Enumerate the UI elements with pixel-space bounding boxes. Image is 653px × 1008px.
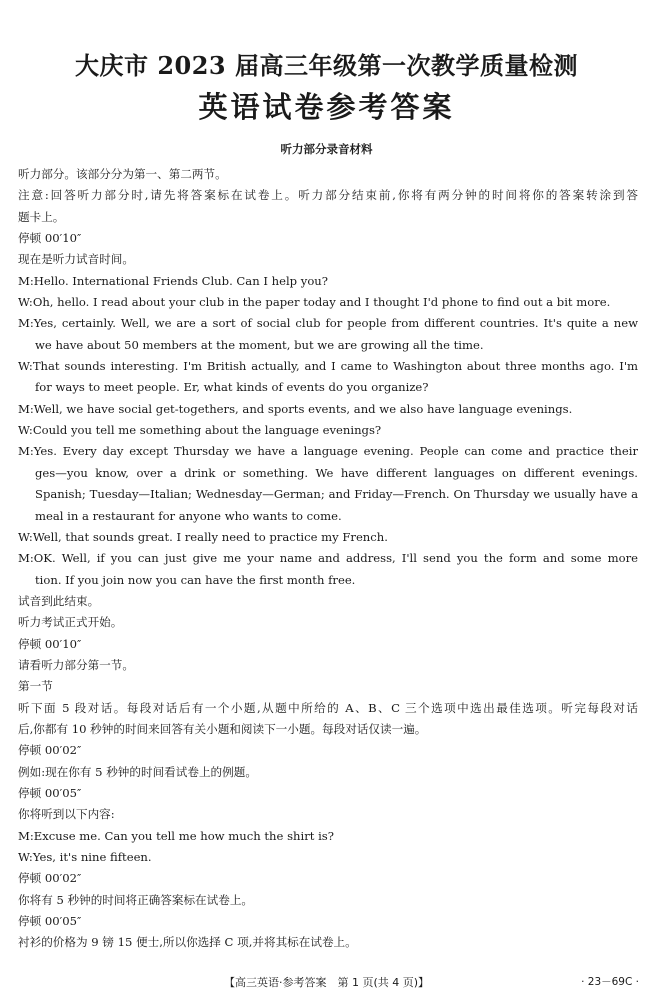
dialogue-line: M:Excuse me. Can you tell me how much the shirt is?	[18, 828, 334, 843]
text-line: 你将有 5 秒钟的时间将正确答案标在试卷上。	[18, 892, 254, 907]
dialogue-line: W:Yes, it's nine fifteen.	[18, 850, 152, 864]
section-label: 第一节	[18, 679, 53, 694]
section-heading: 听力部分录音材料	[280, 142, 373, 156]
text-line: 题卡上。	[18, 209, 65, 224]
text-line: 现在是听力试音时间。	[18, 252, 134, 267]
text-line: 你将听到以下内容:	[18, 807, 115, 822]
text-line: 例如:现在你有 5 秒钟的时间看试卷上的例题。	[18, 764, 257, 779]
dialogue-continuation: tion. If you join now you can have the first month free.	[35, 572, 356, 587]
dialogue-continuation: Spanish; Tuesday—Italian; Wednesday—German; and Friday—French. On Thursday we usually have a	[35, 487, 638, 502]
dialogue-continuation: we have about 50 members at the moment, but we are growing all the time.	[35, 337, 484, 352]
dialogue-line: W:Well, that sounds great. I really need to practice my French.	[18, 529, 388, 544]
document-code: · 23－69C ·	[581, 976, 639, 988]
document-title: 大庆市 2023 届高三年级第一次教学质量检测	[74, 51, 578, 80]
dialogue-continuation: ges—you know, over a drink or something. We have different languages on different evenings.	[35, 465, 638, 480]
text-line: 试音到此结束。	[18, 593, 100, 608]
dialogue-line: M:OK. Well, if you can just give me your name and address, I'll send you the form and some more	[18, 551, 638, 566]
transcript-body	[18, 164, 638, 954]
dialogue-line: M:Well, we have social get-togethers, and sports events, and we also have language evenings.	[18, 401, 573, 416]
dialogue-line: M:Yes, certainly. Well, we are a sort of social club for people from different countries. It's quite a new	[18, 316, 638, 331]
text-line: 请看听力部分第一节。	[18, 657, 134, 672]
text-line: 后,你都有 10 秒钟的时间来回答有关小题和阅读下一小题。每段对话仅读一遍。	[18, 721, 427, 736]
dialogue-continuation: meal in a restaurant for anyone who wants to come.	[35, 508, 342, 523]
text-line: 听力部分。该部分分为第一、第二两节。	[18, 167, 227, 181]
dialogue-line: W:Oh, hello. I read about your club in the paper today and I thought I'd phone to find out a bit more.	[18, 295, 611, 310]
page-footer: 【高三英语·参考答案 第 1 页(共 4 页)】	[223, 976, 430, 989]
pause-marker: 停顿 00′10″	[18, 231, 82, 246]
dialogue-line: M:Hello. International Friends Club. Can I help you?	[18, 273, 328, 288]
dialogue-line: W:That sounds interesting. I'm British actually, and I came to Washington about three months ago. I'm	[18, 359, 638, 374]
pause-marker: 停顿 00′10″	[18, 636, 82, 651]
pause-marker: 停顿 00′05″	[18, 914, 82, 929]
text-line: 衬衫的价格为 9 镑 15 便士,所以你选择 C 项,并将其标在试卷上。	[18, 935, 357, 950]
text-line: 听力考试正式开始。	[18, 615, 123, 630]
pause-marker: 停顿 00′05″	[18, 785, 82, 800]
pause-marker: 停顿 00′02″	[18, 871, 82, 886]
text-line: 注意:回答听力部分时,请先将答案标在试卷上。听力部分结束前,你将有两分钟的时间将你的答案转涂到答	[18, 188, 638, 203]
text-line: 听下面 5 段对话。每段对话后有一个小题,从题中所给的 A、B、C 三个选项中选出最佳选项。听完每段对话	[18, 700, 638, 715]
document-subtitle: 英语试卷参考答案	[198, 90, 455, 124]
dialogue-continuation: for ways to meet people. Er, what kinds of events do you organize?	[35, 380, 429, 395]
dialogue-line: M:Yes. Every day except Thursday we have a language evening. People can come and practice their	[18, 444, 638, 459]
pause-marker: 停顿 00′02″	[18, 743, 82, 758]
dialogue-line: W:Could you tell me something about the language evenings?	[18, 423, 382, 438]
